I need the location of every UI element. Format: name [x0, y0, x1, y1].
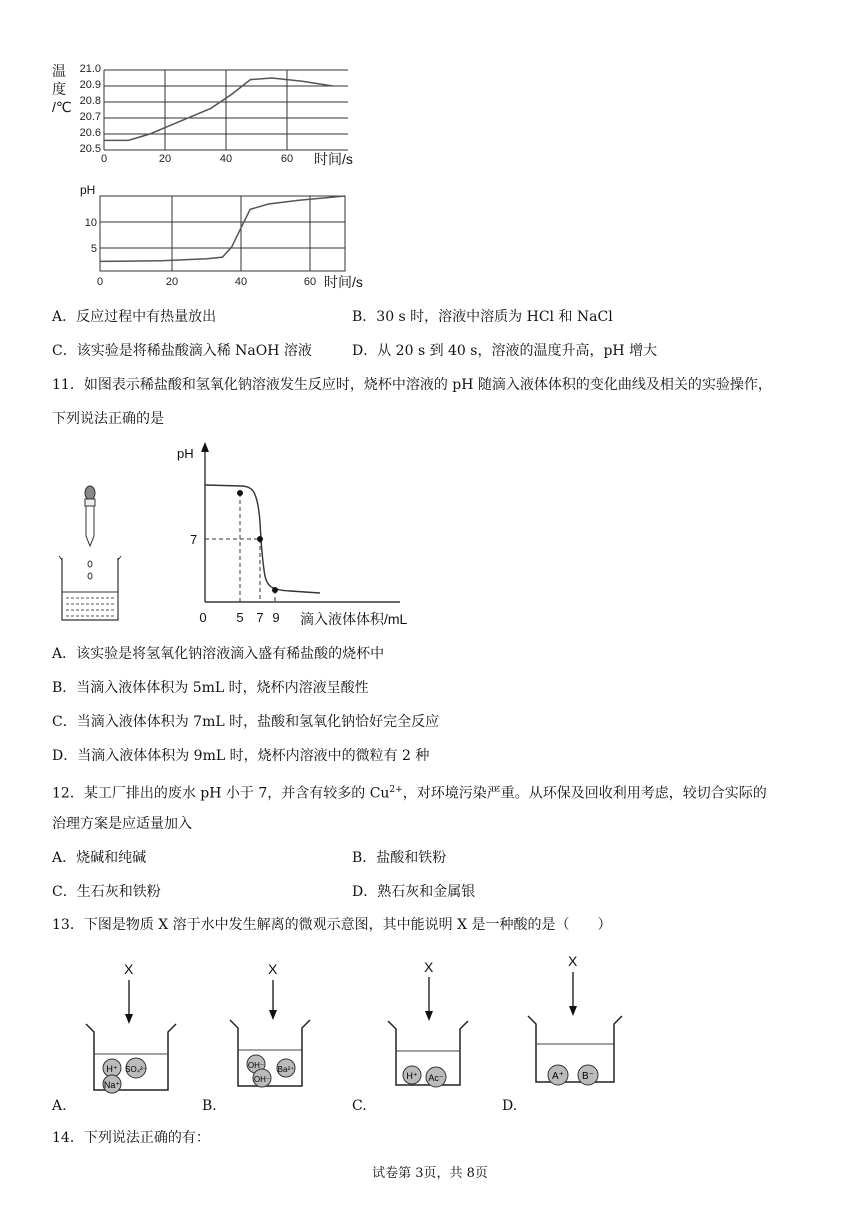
- temp-ylabel-3: /℃: [52, 99, 72, 115]
- ion-label: OH⁻: [247, 1061, 265, 1070]
- temp-ytick: 20.9: [79, 79, 101, 91]
- q11-point-5: [237, 490, 243, 496]
- temp-ytick: 20.7: [79, 111, 101, 123]
- q12-option-b[interactable]: B．盐酸和铁粉: [352, 850, 447, 866]
- q10-option-d[interactable]: D．从 20 s 到 40 s，溶液的温度升高，pH 增大: [352, 343, 658, 359]
- q12-stem: 12．某工厂排出的废水 pH 小于 7，并含有较多的 $Cu^{2+}$，对环境污染严重。从环保及回收利用考虑，较切合实际的: [52, 785, 767, 802]
- q11-option-a[interactable]: A．该实验是将氢氧化钠溶液滴入盛有稀盐酸的烧杯中: [52, 646, 385, 662]
- temp-xtick: 60: [280, 153, 294, 165]
- q11-option-b[interactable]: B．当滴入液体体积为 5mL 时，烧杯内溶液呈酸性: [52, 680, 369, 696]
- temp-ytick: 20.8: [79, 95, 101, 107]
- q13-option-a[interactable]: A.: [52, 1098, 67, 1114]
- ph-time-chart: [60, 180, 370, 295]
- x-label: X: [268, 961, 278, 977]
- q11-xtick: 5: [236, 610, 244, 625]
- arrow-down-icon: [269, 1010, 277, 1020]
- arrow-down-icon: [125, 1014, 133, 1024]
- ph-xtick: 60: [303, 276, 317, 288]
- ph-series-line: [100, 196, 345, 261]
- q14-stem: 14．下列说法正确的有：: [52, 1130, 210, 1146]
- temp-xtick: 0: [100, 153, 108, 165]
- q11-option-c[interactable]: C．当滴入液体体积为 7mL 时，盐酸和氢氧化钠恰好完全反应: [52, 714, 440, 730]
- temp-ytick: 20.5: [79, 143, 101, 155]
- ion-label: Na⁺: [103, 1080, 121, 1090]
- ion-label: OH⁻: [253, 1075, 271, 1084]
- ph-ytick: 5: [90, 243, 97, 255]
- ph-xtick: 20: [165, 276, 179, 288]
- q13-option-d[interactable]: D.: [502, 1098, 518, 1114]
- q13-option-c[interactable]: C.: [352, 1098, 367, 1114]
- temp-ytick: 20.6: [79, 127, 101, 139]
- q11-xlabel: 滴入液体体积/mL: [300, 611, 408, 627]
- q10-option-a[interactable]: A．反应过程中有热量放出: [52, 309, 217, 325]
- ph-xtick: 0: [96, 276, 104, 288]
- ph-grid: [100, 196, 345, 271]
- beaker-c: [386, 955, 486, 1095]
- q11-ytick-7: 7: [190, 532, 198, 547]
- q10-option-c[interactable]: C．该实验是将稀盐酸滴入稀 NaOH 溶液: [52, 343, 312, 359]
- q11-ylabel: pH: [177, 446, 194, 461]
- ph-xtick: 40: [234, 276, 248, 288]
- q12-option-d[interactable]: D．熟石灰和金属银: [352, 884, 476, 900]
- temp-xtick: 20: [158, 153, 172, 165]
- ph-xlabel: 时间/s: [324, 274, 363, 290]
- arrow-down-icon: [425, 1011, 433, 1021]
- q12-option-c[interactable]: C．生石灰和铁粉: [52, 884, 161, 900]
- q11-xtick: 9: [272, 610, 280, 625]
- temperature-chart: [48, 58, 368, 168]
- ph-volume-chart: [160, 440, 430, 630]
- arrow-down-icon: [569, 1006, 577, 1016]
- q11-option-d[interactable]: D．当滴入液体体积为 9mL 时，烧杯内溶液中的微粒有 2 种: [52, 748, 430, 764]
- q13-option-b[interactable]: B.: [202, 1098, 217, 1114]
- ion-label: H⁺: [406, 1071, 418, 1081]
- temp-ylabel-2: 度: [52, 81, 66, 97]
- y-axis-arrow-icon: [201, 442, 209, 452]
- x-label: X: [124, 961, 134, 977]
- ph-ylabel: pH: [80, 183, 96, 197]
- ion-label: Ac⁻: [428, 1073, 444, 1083]
- beaker-d: [526, 948, 636, 1088]
- q11-point-9: [272, 587, 278, 593]
- q13-stem: 13．下图是物质 X 溶于水中发生解离的微观示意图，其中能说明 X 是一种酸的是（ ）: [52, 917, 612, 933]
- ion-label: B⁻: [582, 1071, 594, 1082]
- q11-point-7: [257, 536, 263, 542]
- beaker-a: [84, 960, 184, 1100]
- temp-ylabel-1: 温: [52, 63, 66, 79]
- beaker-b: [228, 960, 328, 1100]
- q11-stem-cont: 下列说法正确的是: [52, 411, 164, 427]
- q10-option-b[interactable]: B．30 s 时，溶液中溶质为 HCl 和 NaCl: [352, 309, 613, 325]
- x-label: X: [568, 953, 578, 969]
- q11-xtick: 7: [256, 610, 264, 625]
- x-label: X: [424, 959, 434, 975]
- q12-option-a[interactable]: A．烧碱和纯碱: [52, 850, 147, 866]
- temp-xlabel: 时间/s: [314, 151, 353, 167]
- temp-series-line: [104, 78, 333, 140]
- dropper-beaker-illustration: [58, 480, 128, 625]
- ion-label: A⁺: [552, 1071, 564, 1082]
- ion-label: SO₄²⁻: [125, 1065, 147, 1074]
- ion-label: H⁺: [106, 1064, 118, 1074]
- page-footer: 试卷第 3页，共 8页: [372, 1166, 488, 1181]
- ph-ytick: 10: [84, 217, 97, 229]
- ion-label: Ba²⁺: [277, 1065, 295, 1074]
- q11-xtick: 0: [199, 610, 207, 625]
- temp-ytick: 21.0: [79, 63, 101, 75]
- temp-xtick: 40: [219, 153, 233, 165]
- q11-stem: 11．如图表示稀盐酸和氢氧化钠溶液发生反应时，烧杯中溶液的 pH 随滴入液体体积的变化曲线及相关的实验操作，: [52, 377, 772, 393]
- q12-stem-cont: 治理方案是应适量加入: [52, 816, 192, 832]
